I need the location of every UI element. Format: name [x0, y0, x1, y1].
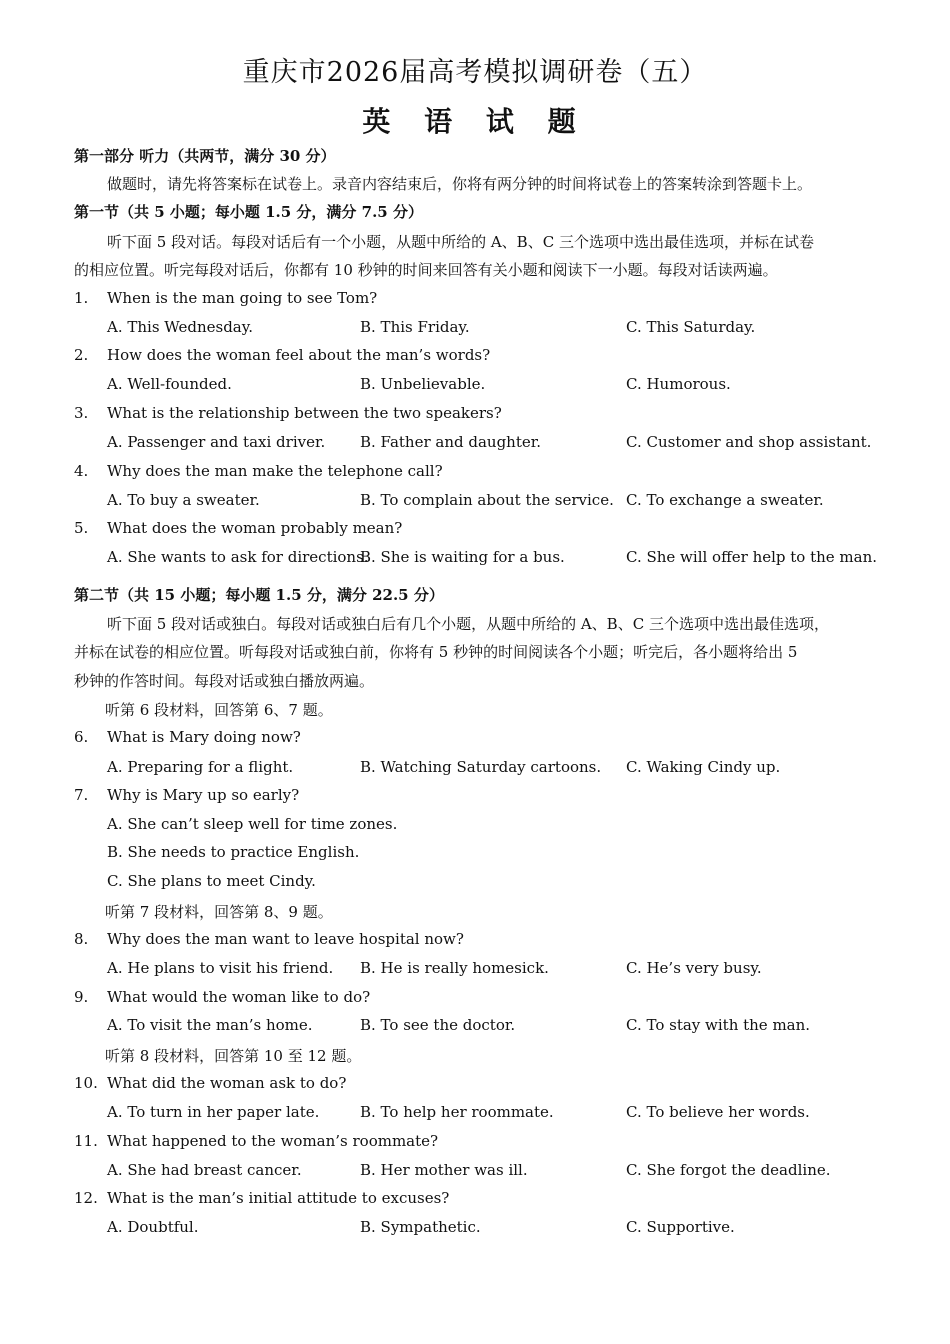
exam-title: 重庆市2026届高考模拟调研卷（五） [242, 57, 708, 88]
section2-heading: 第二节（共 15 小题；每小题 1.5 分，满分 22.5 分） [74, 586, 444, 604]
option-a: A. Doubtful. [107, 1218, 199, 1236]
option-b: B. She needs to practice English. [107, 843, 360, 861]
material-note: 听第 7 段材料，回答第 8、9 题。 [105, 903, 333, 921]
exam-subject: 英 语 试 题 [362, 105, 588, 138]
question-text: What does the woman probably mean? [107, 519, 403, 537]
question-text: What is the man’s initial attitude to excuses? [107, 1189, 450, 1207]
option-c: C. To stay with the man. [626, 1016, 811, 1034]
option-c: C. She forgot the deadline. [626, 1161, 831, 1179]
question-text: What is Mary doing now? [107, 728, 301, 746]
option-a: A. To visit the man’s home. [107, 1016, 313, 1034]
option-b: B. Unbelievable. [360, 375, 486, 393]
question-text: Why does the man want to leave hospital now? [107, 930, 464, 948]
question-number: 11. [74, 1132, 98, 1150]
option-b: B. To complain about the service. [360, 491, 614, 509]
option-a: A. Preparing for a flight. [107, 758, 294, 776]
part1-heading: 第一部分 听力（共两节，满分 30 分） [74, 147, 336, 165]
option-c: C. She will offer help to the man. [626, 548, 878, 566]
question-number: 9. [74, 988, 89, 1006]
question-text: How does the woman feel about the man’s words? [107, 346, 491, 364]
question-number: 1. [74, 289, 89, 307]
option-b: B. He is really homesick. [360, 959, 549, 977]
option-b: B. Father and daughter. [360, 433, 542, 451]
option-a: A. Well-founded. [107, 375, 232, 393]
question-number: 6. [74, 728, 89, 746]
question-text: What did the woman ask to do? [107, 1074, 347, 1092]
question-text: What would the woman like to do? [107, 988, 371, 1006]
question-text: Why is Mary up so early? [107, 786, 300, 804]
option-b: B. To help her roommate. [360, 1103, 554, 1121]
option-b: B. She is waiting for a bus. [360, 548, 565, 566]
option-c: C. Supportive. [626, 1218, 735, 1236]
part1-instruction: 做题时，请先将答案标在试卷上。录音内容结束后，你将有两分钟的时间将试卷上的答案转涂到答题卡上。 [107, 175, 813, 193]
question-number: 12. [74, 1189, 98, 1207]
question-number: 10. [74, 1074, 98, 1092]
option-c: C. She plans to meet Cindy. [107, 872, 316, 890]
option-b: B. To see the doctor. [360, 1016, 516, 1034]
section2-instruction-line2: 并标在试卷的相应位置。听每段对话或独白前，你将有 5 秒钟的时间阅读各个小题；听完后，各小题将给出 5 [74, 643, 798, 661]
option-a: A. She had breast cancer. [107, 1161, 302, 1179]
section1-heading: 第一节（共 5 小题；每小题 1.5 分，满分 7.5 分） [74, 203, 423, 221]
option-c: C. To exchange a sweater. [626, 491, 824, 509]
question-text: What is the relationship between the two speakers? [107, 404, 502, 422]
option-c: C. To believe her words. [626, 1103, 810, 1121]
question-number: 8. [74, 930, 89, 948]
option-c: C. Customer and shop assistant. [626, 433, 872, 451]
option-c: C. Waking Cindy up. [626, 758, 781, 776]
option-c: C. He’s very busy. [626, 959, 762, 977]
option-b: B. Her mother was ill. [360, 1161, 528, 1179]
option-a: A. He plans to visit his friend. [107, 959, 334, 977]
question-number: 3. [74, 404, 89, 422]
option-c: C. This Saturday. [626, 318, 756, 336]
material-note: 听第 6 段材料，回答第 6、7 题。 [105, 701, 333, 719]
option-a: A. She can’t sleep well for time zones. [107, 815, 398, 833]
option-a: A. Passenger and taxi driver. [107, 433, 326, 451]
question-text: Why does the man make the telephone call? [107, 462, 443, 480]
section1-instruction-line2: 的相应位置。听完每段对话后，你都有 10 秒钟的时间来回答有关小题和阅读下一小题。每段对话读两遍。 [74, 261, 778, 279]
question-number: 5. [74, 519, 89, 537]
option-b: B. Watching Saturday cartoons. [360, 758, 602, 776]
question-text: What happened to the woman’s roommate? [107, 1132, 439, 1150]
question-number: 4. [74, 462, 89, 480]
option-c: C. Humorous. [626, 375, 731, 393]
question-text: When is the man going to see Tom? [107, 289, 378, 307]
option-a: A. She wants to ask for directions. [107, 548, 369, 566]
question-number: 7. [74, 786, 89, 804]
section1-instruction-line1: 听下面 5 段对话。每段对话后有一个小题，从题中所给的 A、B、C 三个选项中选出最佳选项，并标在试卷 [107, 233, 814, 251]
material-note: 听第 8 段材料，回答第 10 至 12 题。 [105, 1047, 362, 1065]
option-a: A. To buy a sweater. [107, 491, 260, 509]
option-a: A. To turn in her paper late. [107, 1103, 320, 1121]
option-b: B. This Friday. [360, 318, 470, 336]
option-b: B. Sympathetic. [360, 1218, 481, 1236]
question-number: 2. [74, 346, 89, 364]
section2-instruction-line1: 听下面 5 段对话或独白。每段对话或独白后有几个小题，从题中所给的 A、B、C 三个选项中选出最佳选项， [107, 615, 829, 633]
option-a: A. This Wednesday. [107, 318, 254, 336]
section2-instruction-line3: 秒钟的作答时间。每段对话或独白播放两遍。 [74, 672, 375, 690]
